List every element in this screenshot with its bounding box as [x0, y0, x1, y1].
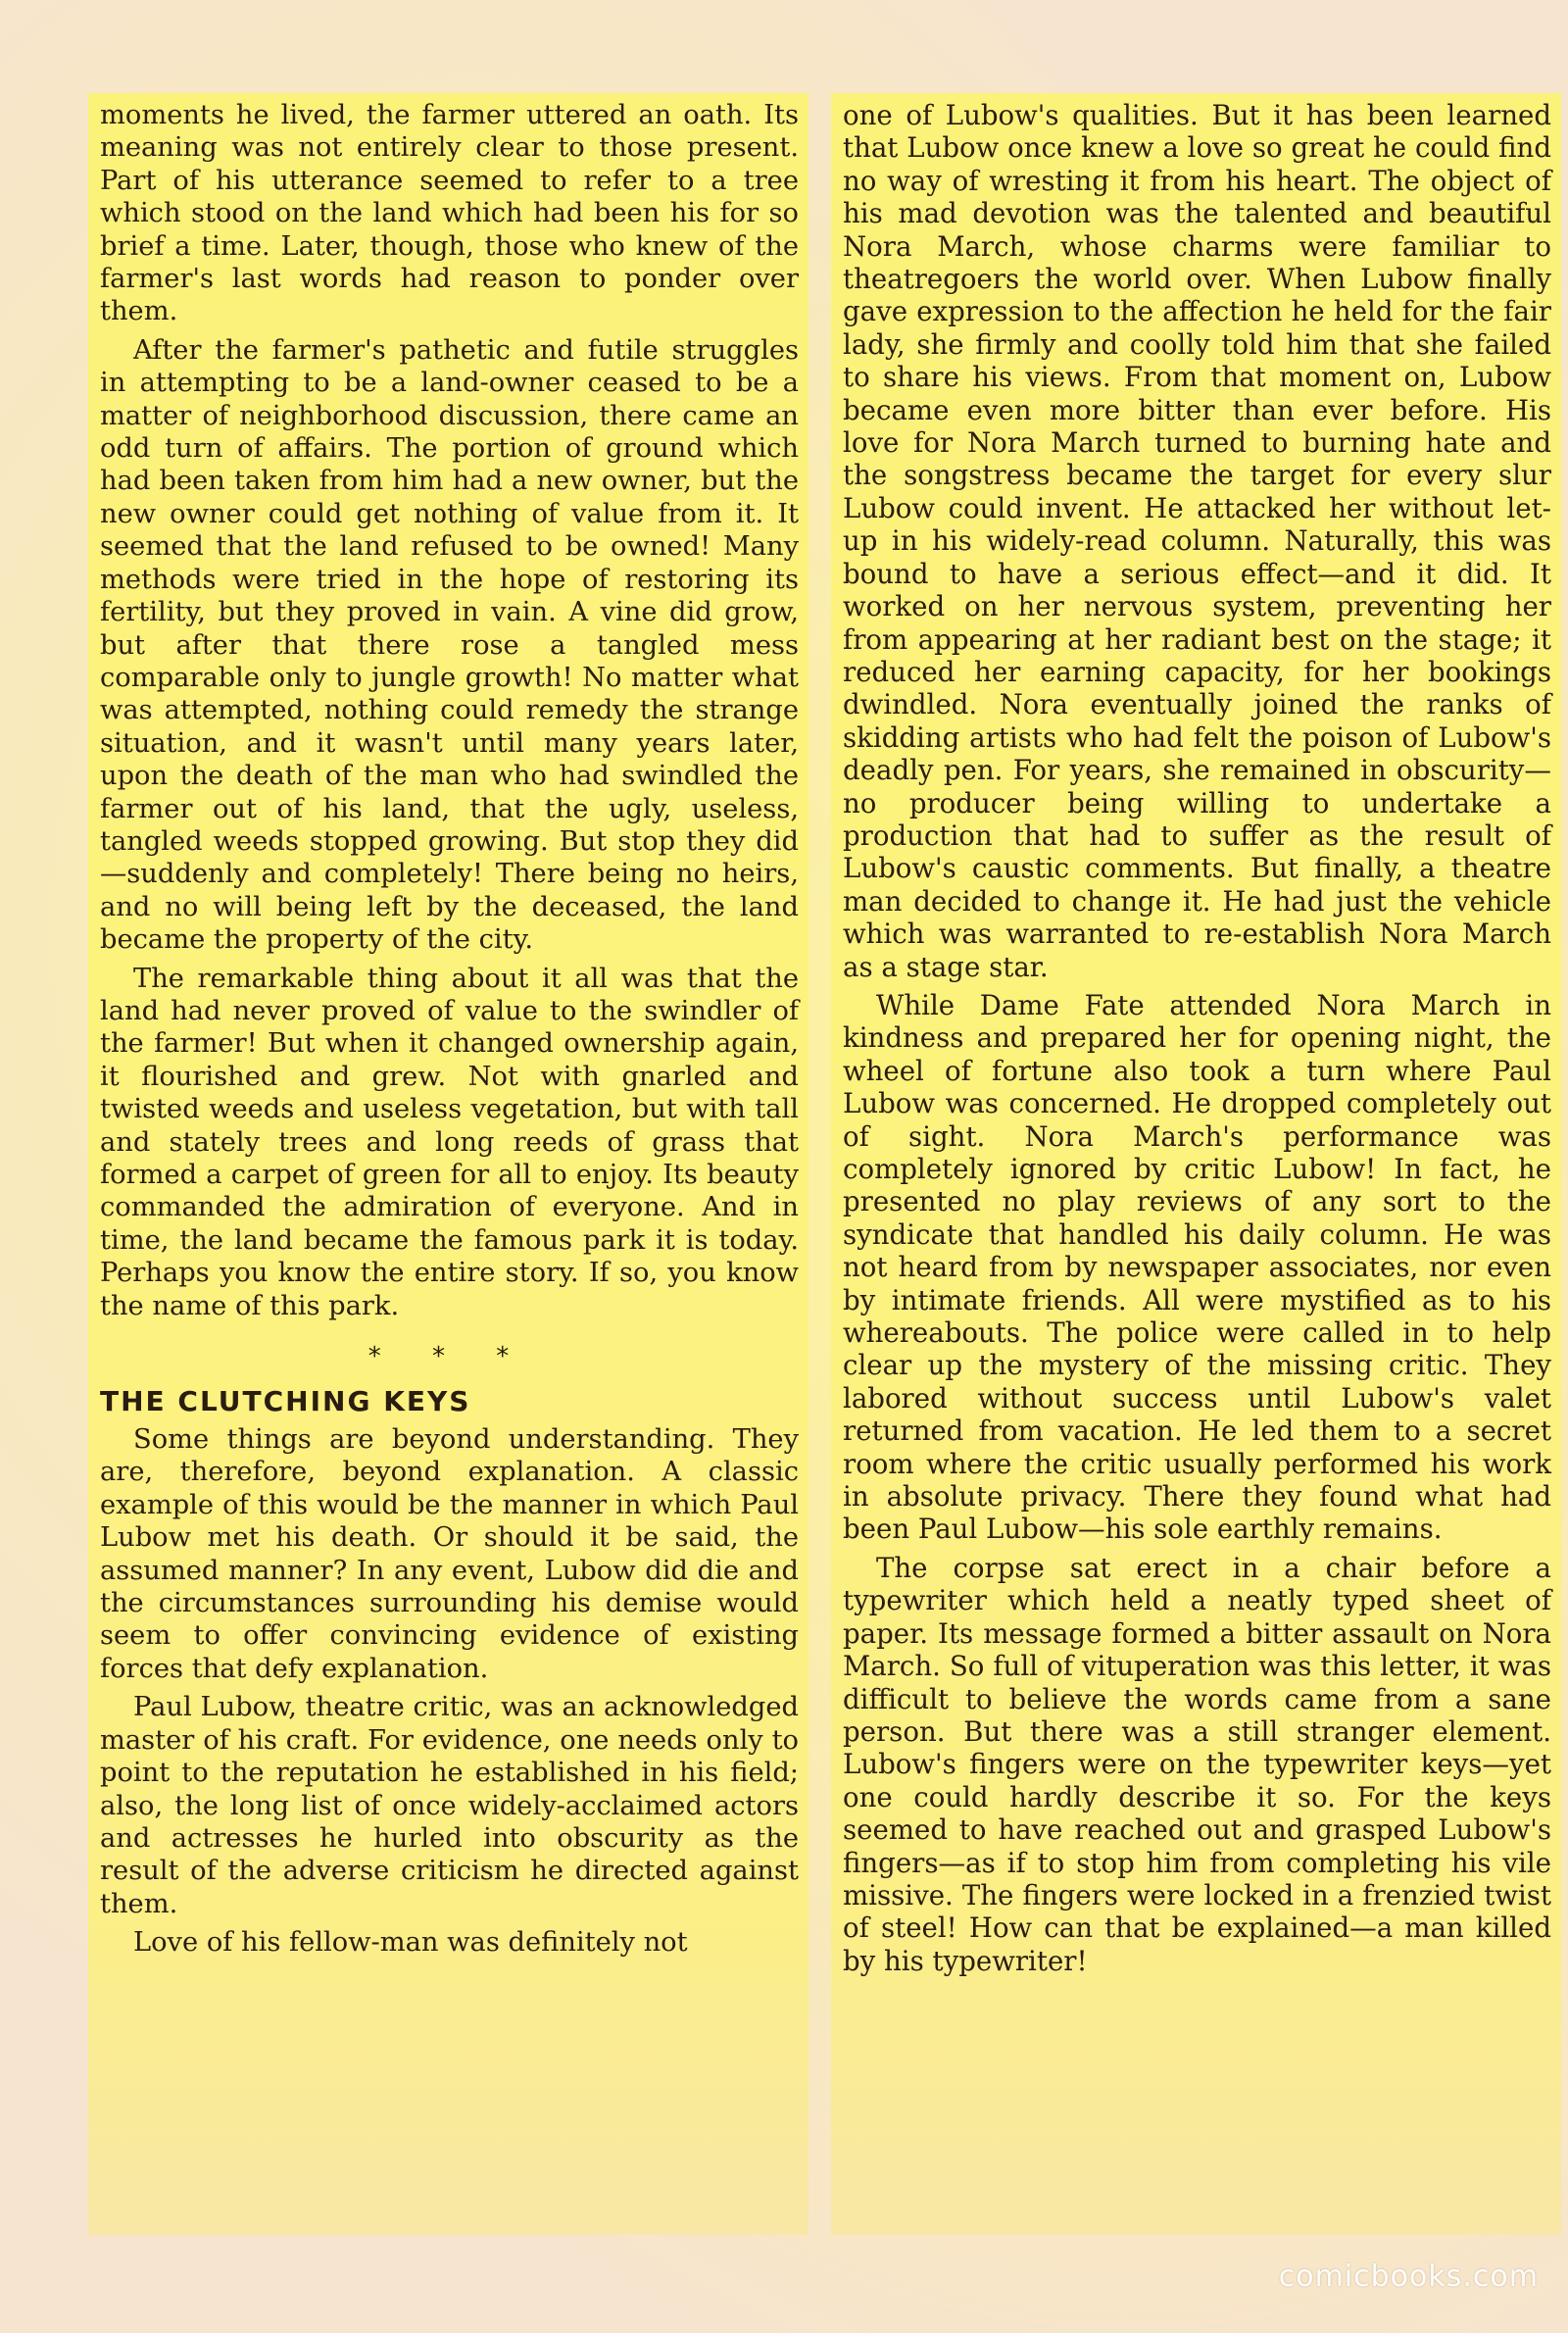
watermark: comicbooks.com	[1278, 2259, 1539, 2294]
left-paragraph-6: Love of his fellow-man was definitely not	[133, 1927, 688, 1959]
left-paragraph-3: The remarkable thing about it all was that the land had never proved of value to the swindler of the farmer! But when it changed ownership again, it flourished and grew. Not with gnarled and twisted weeds and useless vegetation, but with tall and stately trees and long reeds of grass that formed a carpet of green for all to enjoy. Its beauty commanded the admiration of everyone. And in time, the land became the famous park it is today. Perhaps you know the entire story. If so, you know the name of this park.	[100, 963, 799, 1321]
right-paragraph-3: The corpse sat erect in a chair before a typewriter which held a neatly typed sheet of paper. Its message formed a bitter assault on Nora March. So full of vituperation was this letter, it was difficult to believe the words came from a sane person. But there was a still stranger element. Lubow's fingers were on the typewriter keys—yet one could hardly describe it so. For the keys seemed to have reached out and grasped Lubow's fingers—as if to stop him from completing his vile missive. The fingers were locked in a frenzied twist of steel! How can that be explained—a man killed by his typewriter!	[843, 1551, 1551, 1977]
left-paragraph-2: After the farmer's pathetic and futile struggles in attempting to be a land-owner ceased to be a matter of neighborhood discussion, there came an odd turn of affairs. The portion of ground which had been taken from him had a new owner, but the new owner could get nothing of value from it. It seemed that the land refused to be owned! Many methods were tried in the hope of restoring its fertility, but they proved in vain. A vine did grow, but after that there rose a tangled mess comparable only to jungle growth! No matter what was attempted, nothing could remedy the strange situation, and it wasn't until many years later, upon the death of the man who had swindled the farmer out of his land, that the ugly, useless, tangled weeds stopped growing. But stop they did—suddenly and completely! There being no heirs, and no will being left by the deceased, the land became the property of the city.	[100, 334, 799, 956]
right-column	[831, 93, 1561, 2235]
section-heading: THE CLUTCHING KEYS	[100, 1385, 471, 1418]
section-separator: * * *	[368, 1342, 531, 1372]
left-paragraph-4: Some things are beyond understanding. They are, therefore, beyond explanation. A classic example of this would be the manner in which Paul Lubow met his death. Or should it be said, the assumed manner? In any event, Lubow did die and the circumstances surrounding his demise would seem to offer convincing evidence of existing forces that defy explanation.	[100, 1424, 799, 1684]
left-paragraph-1: moments he lived, the farmer uttered an oath. Its meaning was not entirely clear to those present. Part of his utterance seemed to refer to a tree which stood on the land which had been his for so brief a time. Later, though, those who knew of the farmer's last words had reason to ponder over them.	[100, 100, 799, 327]
right-paragraph-1: one of Lubow's qualities. But it has been learned that Lubow once knew a love so great he could find no way of wresting it from his heart. The object of his mad devotion was the talented and beautiful Nora March, whose charms were familiar to theatregoers the world over. When Lubow finally gave expression to the affection he held for the fair lady, she firmly and coolly told him that she failed to share his views. From that moment on, Lubow became even more bitter than ever before. His love for Nora March turned to burning hate and the songstress became the target for every slur Lubow could invent. He attacked her without let-up in his widely-read column. Naturally, this was bound to have a serious effect—and it did. It worked on her nervous system, preventing her from appearing at her radiant best on the stage; it reduced her earning capacity, for her bookings dwindled. Nora eventually joined the ranks of skidding artists who had felt the poison of Lubow's deadly pen. For years, she remained in obscurity—no producer being willing to undertake a production that had to suffer as the result of Lubow's caustic comments. But finally, a theatre man decided to change it. He had just the vehicle which was warranted to re-establish Nora March as a stage star.	[843, 99, 1551, 983]
right-paragraph-2: While Dame Fate attended Nora March in kindness and prepared her for opening night, the wheel of fortune also took a turn where Paul Lubow was concerned. He dropped completely out of sight. Nora March's performance was completely ignored by critic Lubow! In fact, he presented no play reviews of any sort to the syndicate that handled his daily column. He was not heard from by newspaper associates, nor even by intimate friends. All were mystified as to his whereabouts. The police were called in to help clear up the mystery of the missing critic. They labored without success until Lubow's valet returned from vacation. He led them to a secret room where the critic usually performed his work in absolute privacy. There they found what had been Paul Lubow—his sole earthly remains.	[843, 988, 1551, 1546]
left-column	[88, 93, 808, 2235]
left-paragraph-5: Paul Lubow, theatre critic, was an acknowledged master of his craft. For evidence, one needs only to point to the reputation he established in his field; also, the long list of once widely-acclaimed actors and actresses he hurled into obscurity as the result of the adverse criticism he directed against them.	[100, 1692, 799, 1919]
